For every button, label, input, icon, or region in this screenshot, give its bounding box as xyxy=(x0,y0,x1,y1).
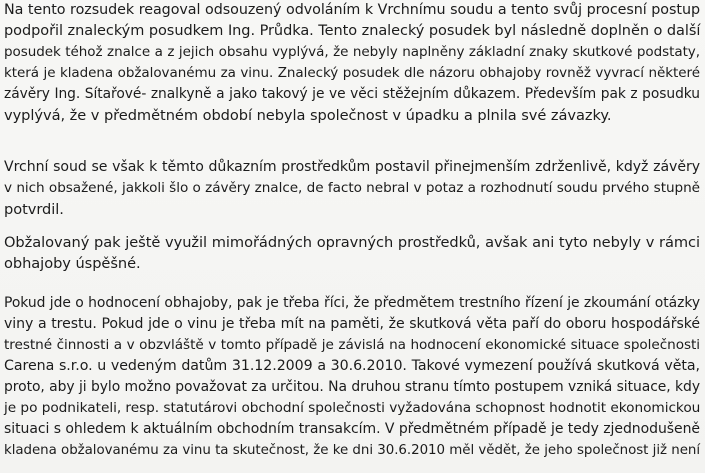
text-line: závěry Ing. Sítařové- znalkyně a jako takový je ve věci stěžejním důkazem. Především pak z posudku xyxy=(4,86,700,102)
text-line: podpořil znaleckým posudkem Ing. Průdka. Tento znalecký posudek byl následně doplněn o další xyxy=(4,23,701,39)
paragraph-4 xyxy=(4,293,700,461)
text-line: potvrdil. xyxy=(4,201,64,218)
text-line: v nich obsažené, jakkoli šlo o závěry znalce, de facto nebral v potaz a rozhodnutí soudu prvého stupně xyxy=(4,180,700,196)
text-line: Carena s.r.o. u vedeným datům 31.12.2009 a 30.6.2010. Takové vymezení používá skutková věta, xyxy=(4,358,700,374)
text-line: proto, aby ji bylo možno považovat za určitou. Na druhou stranu tímto postupem vzniká situace, kdy xyxy=(4,379,700,395)
paragraph-2 xyxy=(4,157,700,220)
text-line: Pokud jde o hodnocení obhajoby, pak je třeba říci, že předmětem trestního řízení je zkoumání otázky xyxy=(4,295,700,311)
paragraph-1 xyxy=(4,0,700,126)
paragraph-3 xyxy=(4,232,700,274)
text-line: Obžalovaný pak ještě využil mimořádných opravných prostředků, avšak ani tyto nebyly v rámci xyxy=(4,234,700,251)
text-line: která je kladena obžalovanému za vinu. Znalecký posudek dle názoru obhajoby rovněž vyvrací některé xyxy=(4,65,700,81)
text-line: posudek téhož znalce a z jejich obsahu vyplývá, že nebyly naplněny základní znaky skutkové podstaty, xyxy=(4,44,700,60)
text-line: Na tento rozsudek reagoval odsouzený odvoláním k Vrchnímu soudu a tento svůj procesní postup xyxy=(4,2,700,18)
text-line: situaci s ohledem k aktuálním obchodním transakcím. V předmětném případě je tedy zjednodušeně xyxy=(4,421,700,437)
text-line: je po podnikateli, resp. statutárovi obchodní společnosti vyžadována schopnost hodnotit ekonomickou xyxy=(4,400,701,416)
text-line: Vrchní soud se však k těmto důkazním prostředkům postavil přinejmenším zdrženlivě, když závěry xyxy=(4,159,700,175)
text-line: viny a trestu. Pokud jde o vinu je třeba mít na paměti, že skutková věta paří do oboru hospodářské xyxy=(4,316,700,332)
text-line: kladena obžalovanému za vinu ta skutečnost, že ke dni 30.6.2010 měl vědět, že jeho společnost již není xyxy=(4,443,700,458)
text-line: obhajoby úspěšné. xyxy=(4,255,141,272)
text-line: trestné činnosti a v obzvláště v tomto případě je závislá na hodnocení ekonomické situace společnosti xyxy=(4,337,700,353)
text-line: vyplývá, že v předmětném období nebyla společnost v úpadku a plnila své závazky. xyxy=(4,107,612,124)
